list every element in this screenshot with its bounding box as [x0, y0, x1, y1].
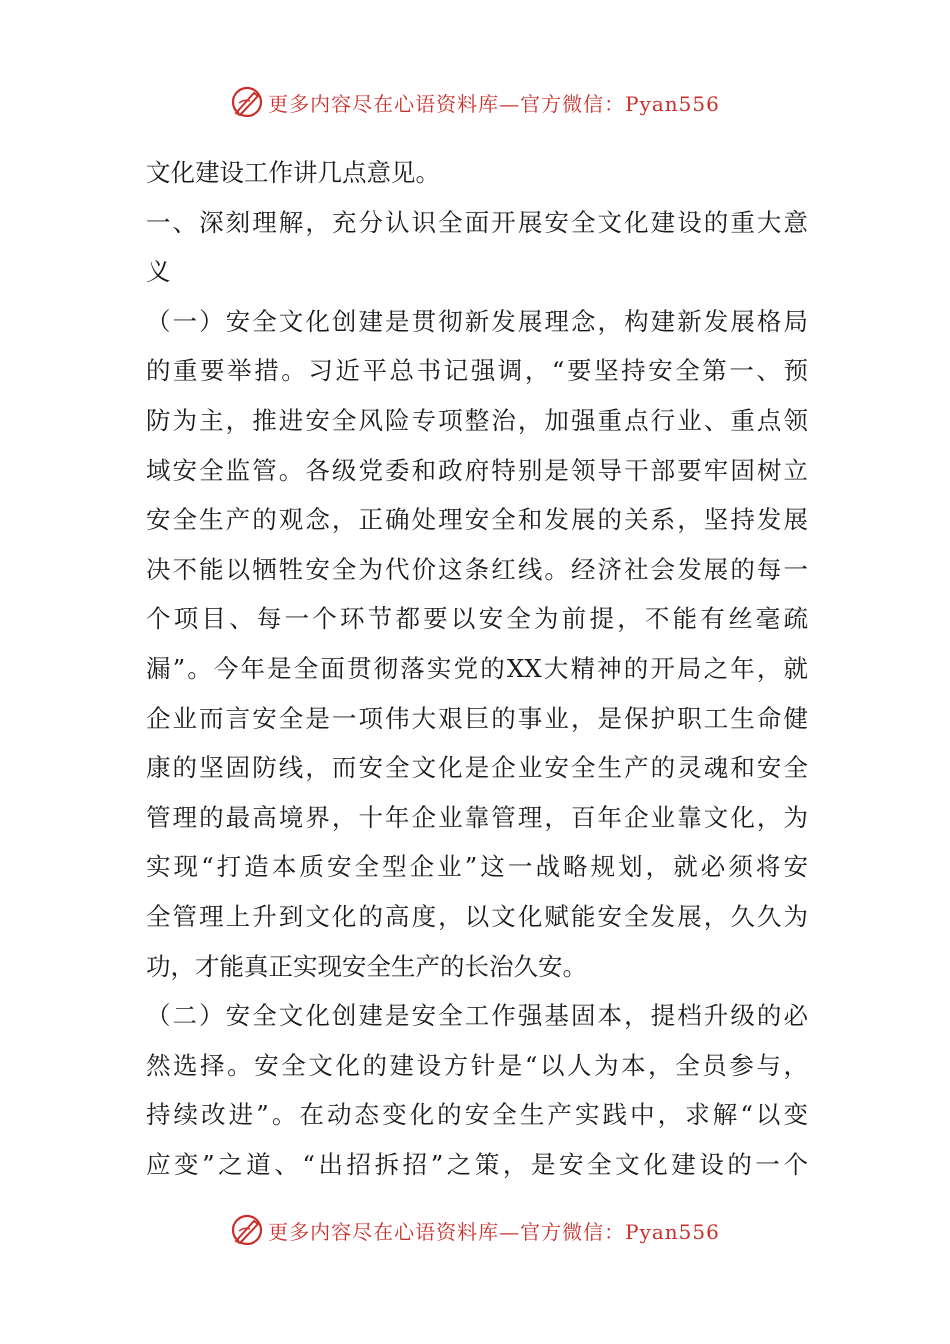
body-line: 防为主，推进安全风险专项整治，加强重点行业、重点领: [146, 405, 808, 435]
body-line: 企业而言安全是一项伟大艰巨的事业，是保护职工生命健: [146, 703, 808, 733]
body-line: 功，才能真正实现安全生产的长治久安。: [146, 951, 587, 981]
body-line: 的重要举措。习近平总书记强调，“要坚持安全第一、预: [146, 356, 808, 386]
footer-banner: [0, 1210, 950, 1250]
body-line: 然选择。安全文化的建设方针是“以人为本，全员参与，: [146, 1050, 808, 1080]
document-body: [146, 148, 808, 1189]
body-line: 持续改进”。在动态变化的安全生产实践中，求解“以变: [146, 1100, 808, 1130]
body-line: 域安全监管。各级党委和政府特别是领导干部要牢固树立: [146, 455, 808, 485]
body-line: 实现“打造本质安全型企业”这一战略规划，就必须将安: [146, 852, 808, 882]
pen-logo-icon: [230, 1213, 264, 1247]
footer-banner-text: 更多内容尽在心语资料库—官方微信：Pyan556: [268, 1219, 720, 1244]
pen-logo-icon: [230, 85, 264, 119]
body-line: 个项目、每一个环节都要以安全为前提，不能有丝毫疏: [146, 604, 808, 634]
body-line: 漏”。今年是全面贯彻落实党的XX大精神的开局之年，就: [146, 653, 808, 683]
body-line: 全管理上升到文化的高度，以文化赋能安全发展，久久为: [146, 901, 808, 931]
header-banner: [0, 82, 950, 122]
header-banner-text: 更多内容尽在心语资料库—官方微信：Pyan556: [268, 91, 720, 116]
body-line: 康的坚固防线，而安全文化是企业安全生产的灵魂和安全: [146, 753, 808, 783]
section-heading-continued: 义: [146, 257, 171, 287]
body-line: 管理的最高境界，十年企业靠管理，百年企业靠文化，为: [146, 802, 808, 832]
body-line: 文化建设工作讲几点意见。: [146, 158, 440, 187]
body-line: 应变”之道、“出招拆招”之策，是安全文化建设的一个: [146, 1149, 808, 1179]
body-line: （一）安全文化创建是贯彻新发展理念，构建新发展格局: [146, 306, 808, 336]
body-line: （二）安全文化创建是安全工作强基固本，提档升级的必: [146, 1001, 808, 1031]
body-line: 决不能以牺牲安全为代价这条红线。经济社会发展的每一: [146, 554, 808, 584]
section-heading: 一、深刻理解，充分认识全面开展安全文化建设的重大意: [146, 207, 808, 237]
body-line: 安全生产的观念，正确处理安全和发展的关系，坚持发展: [146, 505, 808, 535]
